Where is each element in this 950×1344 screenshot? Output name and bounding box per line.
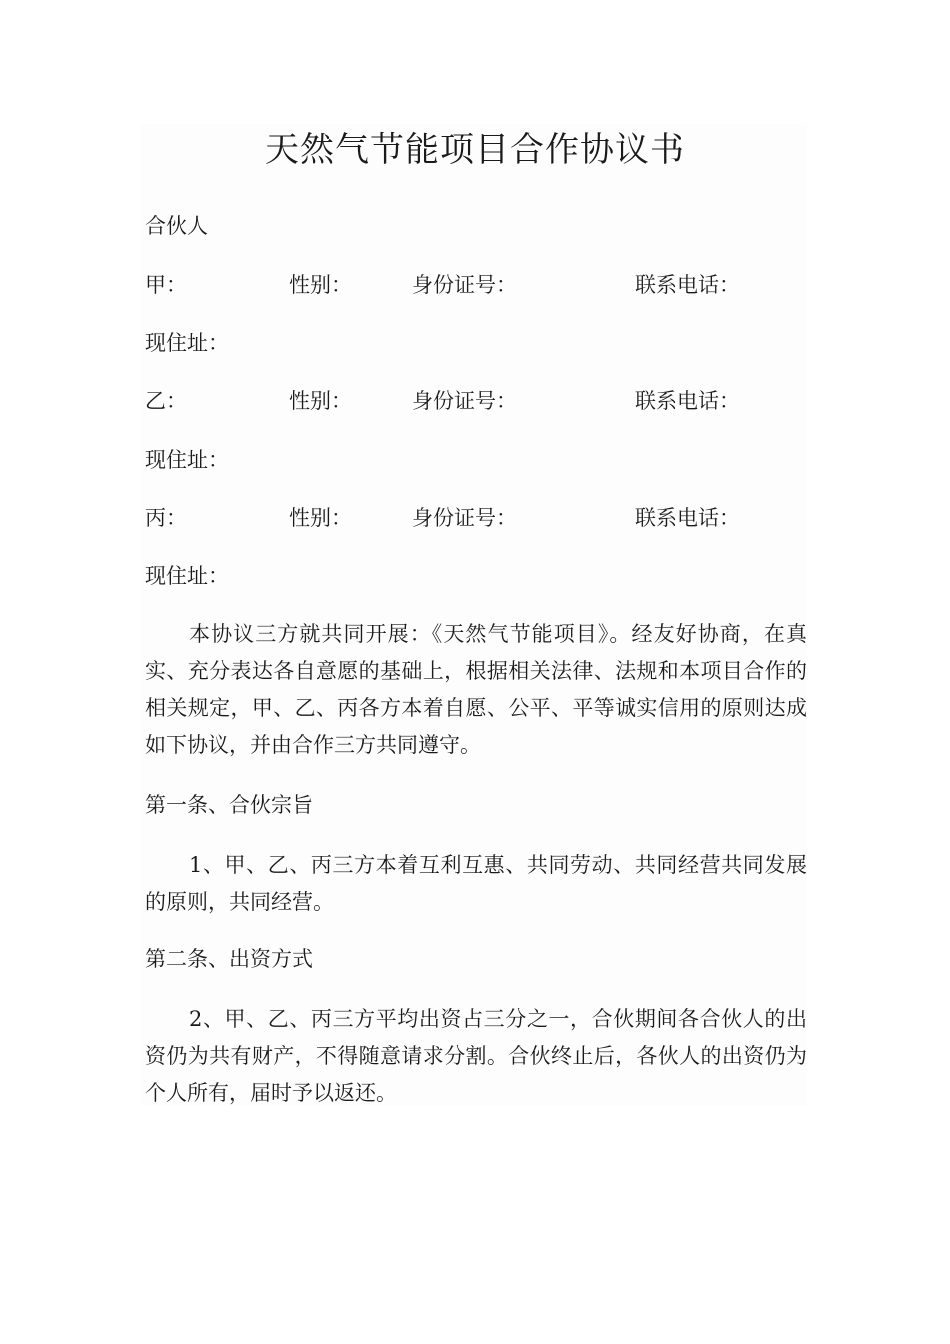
id-number-label-c: 身份证号： — [412, 506, 517, 530]
document-title: 天然气节能项目合作协议书 — [265, 130, 685, 170]
intro-paragraph: 本协议三方就共同开展：《天然气节能项目》。经友好协商，在真实、充分表达各自意愿的基础上，根据相关法律、法规和本项目合作的相关规定，甲、乙、丙各方本着自愿、公平、平等诚实信用的原则达成如下协议，并由合作三方共同遵守。 — [145, 622, 807, 757]
article-1-heading: 第一条、合伙宗旨 — [145, 793, 313, 817]
phone-label-b: 联系电话： — [635, 389, 740, 413]
id-number-label-b: 身份证号： — [412, 389, 517, 413]
gender-label-a: 性别： — [289, 273, 352, 297]
gender-label-b: 性别： — [289, 389, 352, 413]
article-2-body: 2、甲、乙、丙三方平均出资占三分之一，合伙期间各合伙人的出资仍为共有财产，不得随意请求分割。合伙终止后，各伙人的出资仍为个人所有，届时予以返还。 — [145, 1007, 807, 1105]
article-1-body: 1、甲、乙、丙三方本着互利互惠、共同劳动、共同经营共同发展的原则，共同经营。 — [145, 853, 807, 914]
party-label-c: 丙： — [145, 506, 187, 530]
address-label-a: 现住址： — [145, 331, 229, 355]
id-number-label-a: 身份证号： — [412, 273, 517, 297]
address-label-c: 现住址： — [145, 564, 229, 588]
party-label-b: 乙： — [145, 389, 187, 413]
phone-label-c: 联系电话： — [635, 506, 740, 530]
party-label-a: 甲： — [145, 273, 187, 297]
address-label-b: 现住址： — [145, 448, 229, 472]
partners-heading: 合伙人 — [145, 214, 208, 238]
article-2-heading: 第二条、出资方式 — [145, 947, 313, 971]
phone-label-a: 联系电话： — [635, 273, 740, 297]
gender-label-c: 性别： — [289, 506, 352, 530]
